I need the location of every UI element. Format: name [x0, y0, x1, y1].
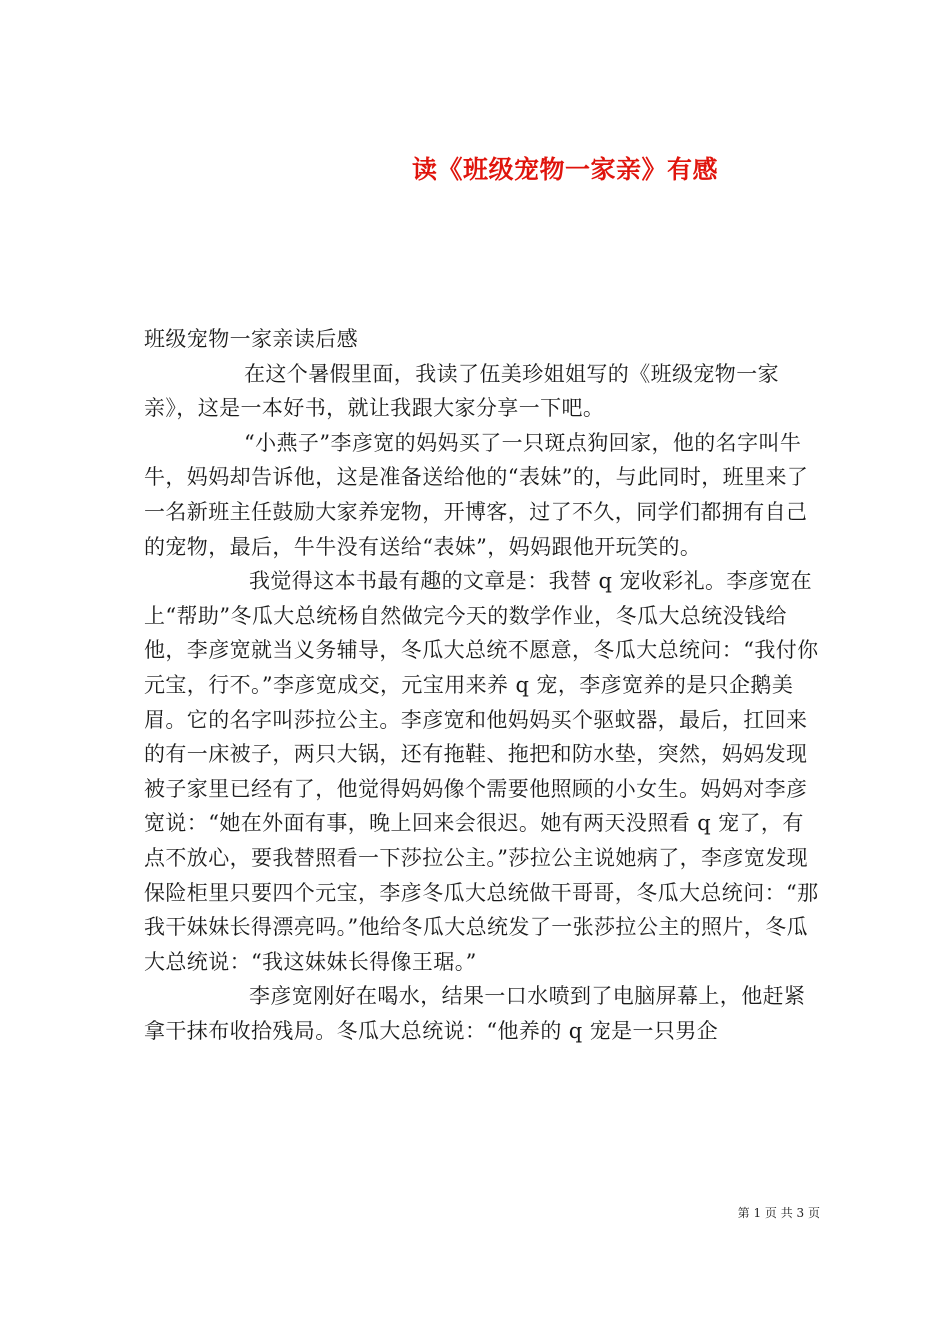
page-number-footer: 第 1 页 共 3 页	[737, 1206, 820, 1220]
paragraph-2: “小燕子”李彦宽的妈妈买了一只斑点狗回家，他的名字叫牛牛，妈妈却告诉他，这是准备送给他的“表妹”的，与此同时，班里来了一名新班主任鼓励大家养宠物，开博客，过了不久，同学们都拥有自己的宠物，最后，牛牛没有送给“表妹”，妈妈跟他开玩笑的。	[144, 430, 809, 559]
document-subtitle: 班级宠物一家亲读后感	[144, 327, 358, 351]
paragraph-1: 在这个暑假里面，我读了伍美珍姐姐写的《班级宠物一家亲》，这是一本好书，就让我跟大家分享一下吧。	[144, 361, 779, 421]
paragraph-4: 李彦宽刚好在喝水，结果一口水喷到了电脑屏幕上，他赶紧拿干抹布收拾残局。冬瓜大总统说：“他养的 q 宠是一只男企	[144, 984, 806, 1043]
page-title: 读《班级宠物一家亲》有感	[411, 154, 718, 184]
paragraph-3: 我觉得这本书最有趣的文章是：我替 q 宠收彩礼。李彦宽在上“帮助”冬瓜大总统杨自然做完今天的数学作业，冬瓜大总统没钱给他，李彦宽就当义务辅导，冬瓜大总统不愿意，冬瓜大总统问：“我付你元宝，行不。”李彦宽成交，元宝用来养 q 宠，李彦宽养的是只企鹅美眉。它的名字叫莎拉公主。李彦宽和他妈妈买个驱蚊器，最后，扛回来的有一床被子，两只大锅，还有拖鞋、拖把和防水垫，突然，妈妈发现被子家里已经有了，他觉得妈妈像个需要他照顾的小女生。妈妈对李彦宽说：“她在外面有事，晚上回来会很迟。她有两天没照看 q 宠了，有点不放心，要我替照看一下莎拉公主。”莎拉公主说她病了，李彦宽发现保险柜里只要四个元宝，李彦冬瓜大总统做干哥哥，冬瓜大总统问：“那我干妹妹长得漂亮吗。”他给冬瓜大总统发了一张莎拉公主的照片，冬瓜大总统说：“我这妹妹长得像王琚。”	[144, 569, 819, 974]
document-body	[144, 322, 824, 1048]
